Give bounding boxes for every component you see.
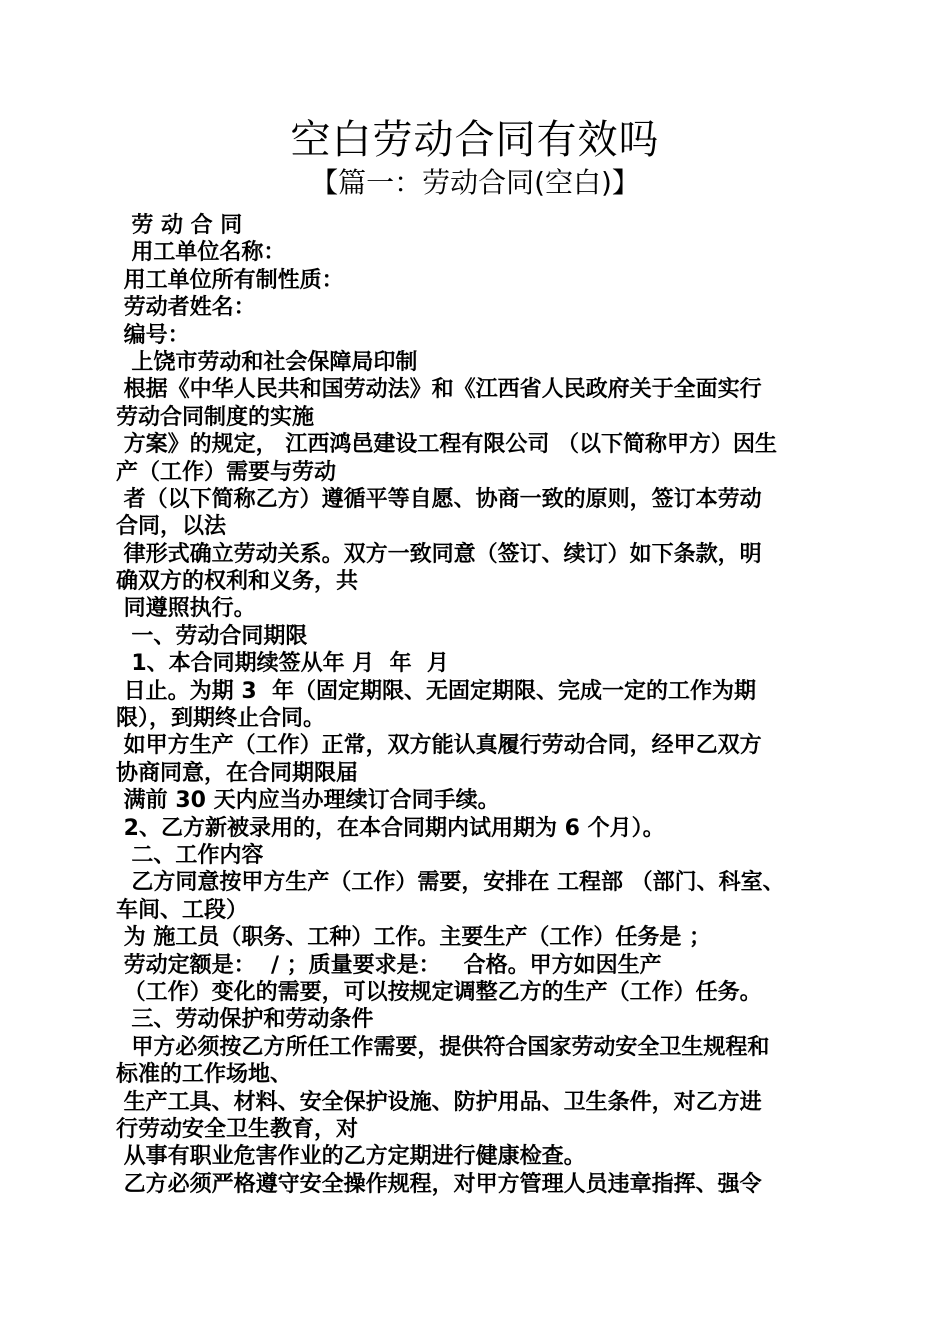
body-text-line: 二、工作内容: [116, 842, 264, 868]
body-text-line: 车间、工段）: [116, 897, 249, 923]
body-text-line: 甲方必须按乙方所任工作需要，提供符合国家劳动安全卫生规程和: [116, 1034, 770, 1060]
document-body: [116, 212, 846, 1198]
body-text-line: 乙方必须严格遵守安全操作规程，对甲方管理人员违章指挥、强令: [116, 1171, 762, 1197]
body-text-line: 协商同意，在合同期限届: [116, 760, 359, 786]
document-title: 空白劳动合同有效吗: [290, 117, 660, 163]
body-text-line: 为 施工员（职务、工种）工作。主要生产（工作）任务是 ；: [116, 925, 711, 951]
body-text-line: 产（工作）需要与劳动: [116, 459, 337, 485]
body-text-line: 劳动者姓名：: [116, 295, 256, 321]
body-text-line: 编号：: [116, 322, 190, 348]
body-text-line: 一、劳动合同期限: [116, 623, 308, 649]
body-text-line: 上饶市劳动和社会保障局印制: [116, 349, 418, 375]
document-subtitle: 【篇一：劳动合同(空白)】: [310, 166, 640, 199]
body-text-line: 1、本合同期续签从年 月 年 月: [116, 651, 449, 677]
body-text-line: 2、乙方新被录用的，在本合同期内试用期为 6 个月）。: [116, 815, 665, 841]
body-text-line: 如甲方生产（工作）正常，双方能认真履行劳动合同，经甲乙双方: [116, 733, 762, 759]
body-text-line: 同遵照执行。: [116, 596, 256, 622]
body-text-line: 乙方同意按甲方生产（工作）需要，安排在 工程部 （部门、科室、: [116, 870, 785, 896]
body-text-line: 行劳动安全卫生教育，对: [116, 1116, 359, 1142]
body-text-line: 根据《中华人民共和国劳动法》和《江西省人民政府关于全面实行: [116, 377, 762, 403]
body-text-line: 劳动合同制度的实施: [116, 404, 315, 430]
body-text-line: 劳动定额是： / ；质量要求是： 合格。甲方如因生产: [116, 952, 662, 978]
body-text-line: 合同，以法: [116, 514, 227, 540]
body-text-line: 用工单位所有制性质：: [116, 267, 344, 293]
body-text-line: 从事有职业危害作业的乙方定期进行健康检查。: [116, 1144, 586, 1170]
body-text-line: 日止。为期 3 年（固定期限、无固定期限、完成一定的工作为期: [116, 678, 756, 704]
body-text-line: 限），到期终止合同。: [116, 706, 326, 732]
body-text-line: 标准的工作场地、: [116, 1062, 293, 1088]
body-text-line: 者（以下简称乙方）遵循平等自愿、协商一致的原则，签订本劳动: [116, 486, 762, 512]
body-text-line: 劳 动 合 同: [116, 213, 243, 238]
body-text-line: 生产工具、材料、安全保护设施、防护用品、卫生条件，对乙方进: [116, 1089, 762, 1115]
body-text-line: （工作）变化的需要，可以按规定调整乙方的生产（工作）任务。: [116, 979, 762, 1005]
body-text-line: 确双方的权利和义务，共: [116, 569, 359, 595]
body-text-line: 用工单位名称：: [116, 240, 286, 266]
body-text-line: 律形式确立劳动关系。双方一致同意（签订、续订）如下条款，明: [116, 541, 762, 567]
body-text-line: 三、劳动保护和劳动条件: [116, 1007, 374, 1033]
body-text-line: 方案》的规定， 江西鸿邑建设工程有限公司 （以下简称甲方）因生: [116, 432, 777, 458]
body-text-line: 满前 30 天内应当办理续订合同手续。: [116, 788, 500, 814]
